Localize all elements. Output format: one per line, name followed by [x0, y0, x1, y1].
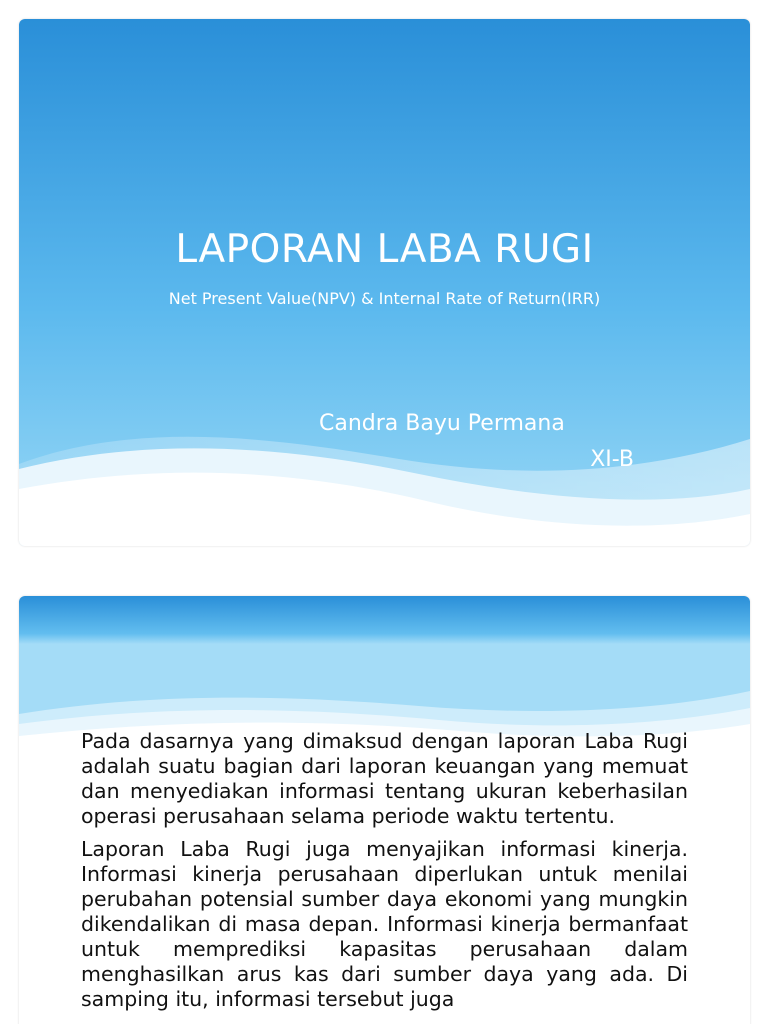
body-text	[81, 729, 688, 1020]
paragraph: Laporan Laba Rugi juga menyajikan informasi kinerja. Informasi kinerja perusahaan diperlukan untuk menilai perubahan potensial sumber daya ekonomi yang mungkin dikendalikan di masa depan. Informasi kinerja bermanfaat untuk memprediksi kapasitas perusahaan dalam menghasilkan arus kas dari sumber daya yang ada. Di samping itu, informasi tersebut juga	[81, 837, 688, 1011]
slide-title: LAPORAN LABA RUGI	[175, 227, 594, 272]
slide-subtitle: Net Present Value(NPV) & Internal Rate of Return(IRR)	[168, 289, 601, 308]
content-slide	[19, 596, 750, 1024]
title-slide	[19, 19, 750, 546]
class-label: XI-B	[590, 447, 634, 472]
author-name: Candra Bayu Permana	[319, 411, 565, 436]
paragraph: Pada dasarnya yang dimaksud dengan laporan Laba Rugi adalah suatu bagian dari laporan keuangan yang memuat dan menyediakan informasi tentang ukuran keberhasilan operasi perusahaan selama periode waktu tertentu.	[81, 729, 688, 828]
